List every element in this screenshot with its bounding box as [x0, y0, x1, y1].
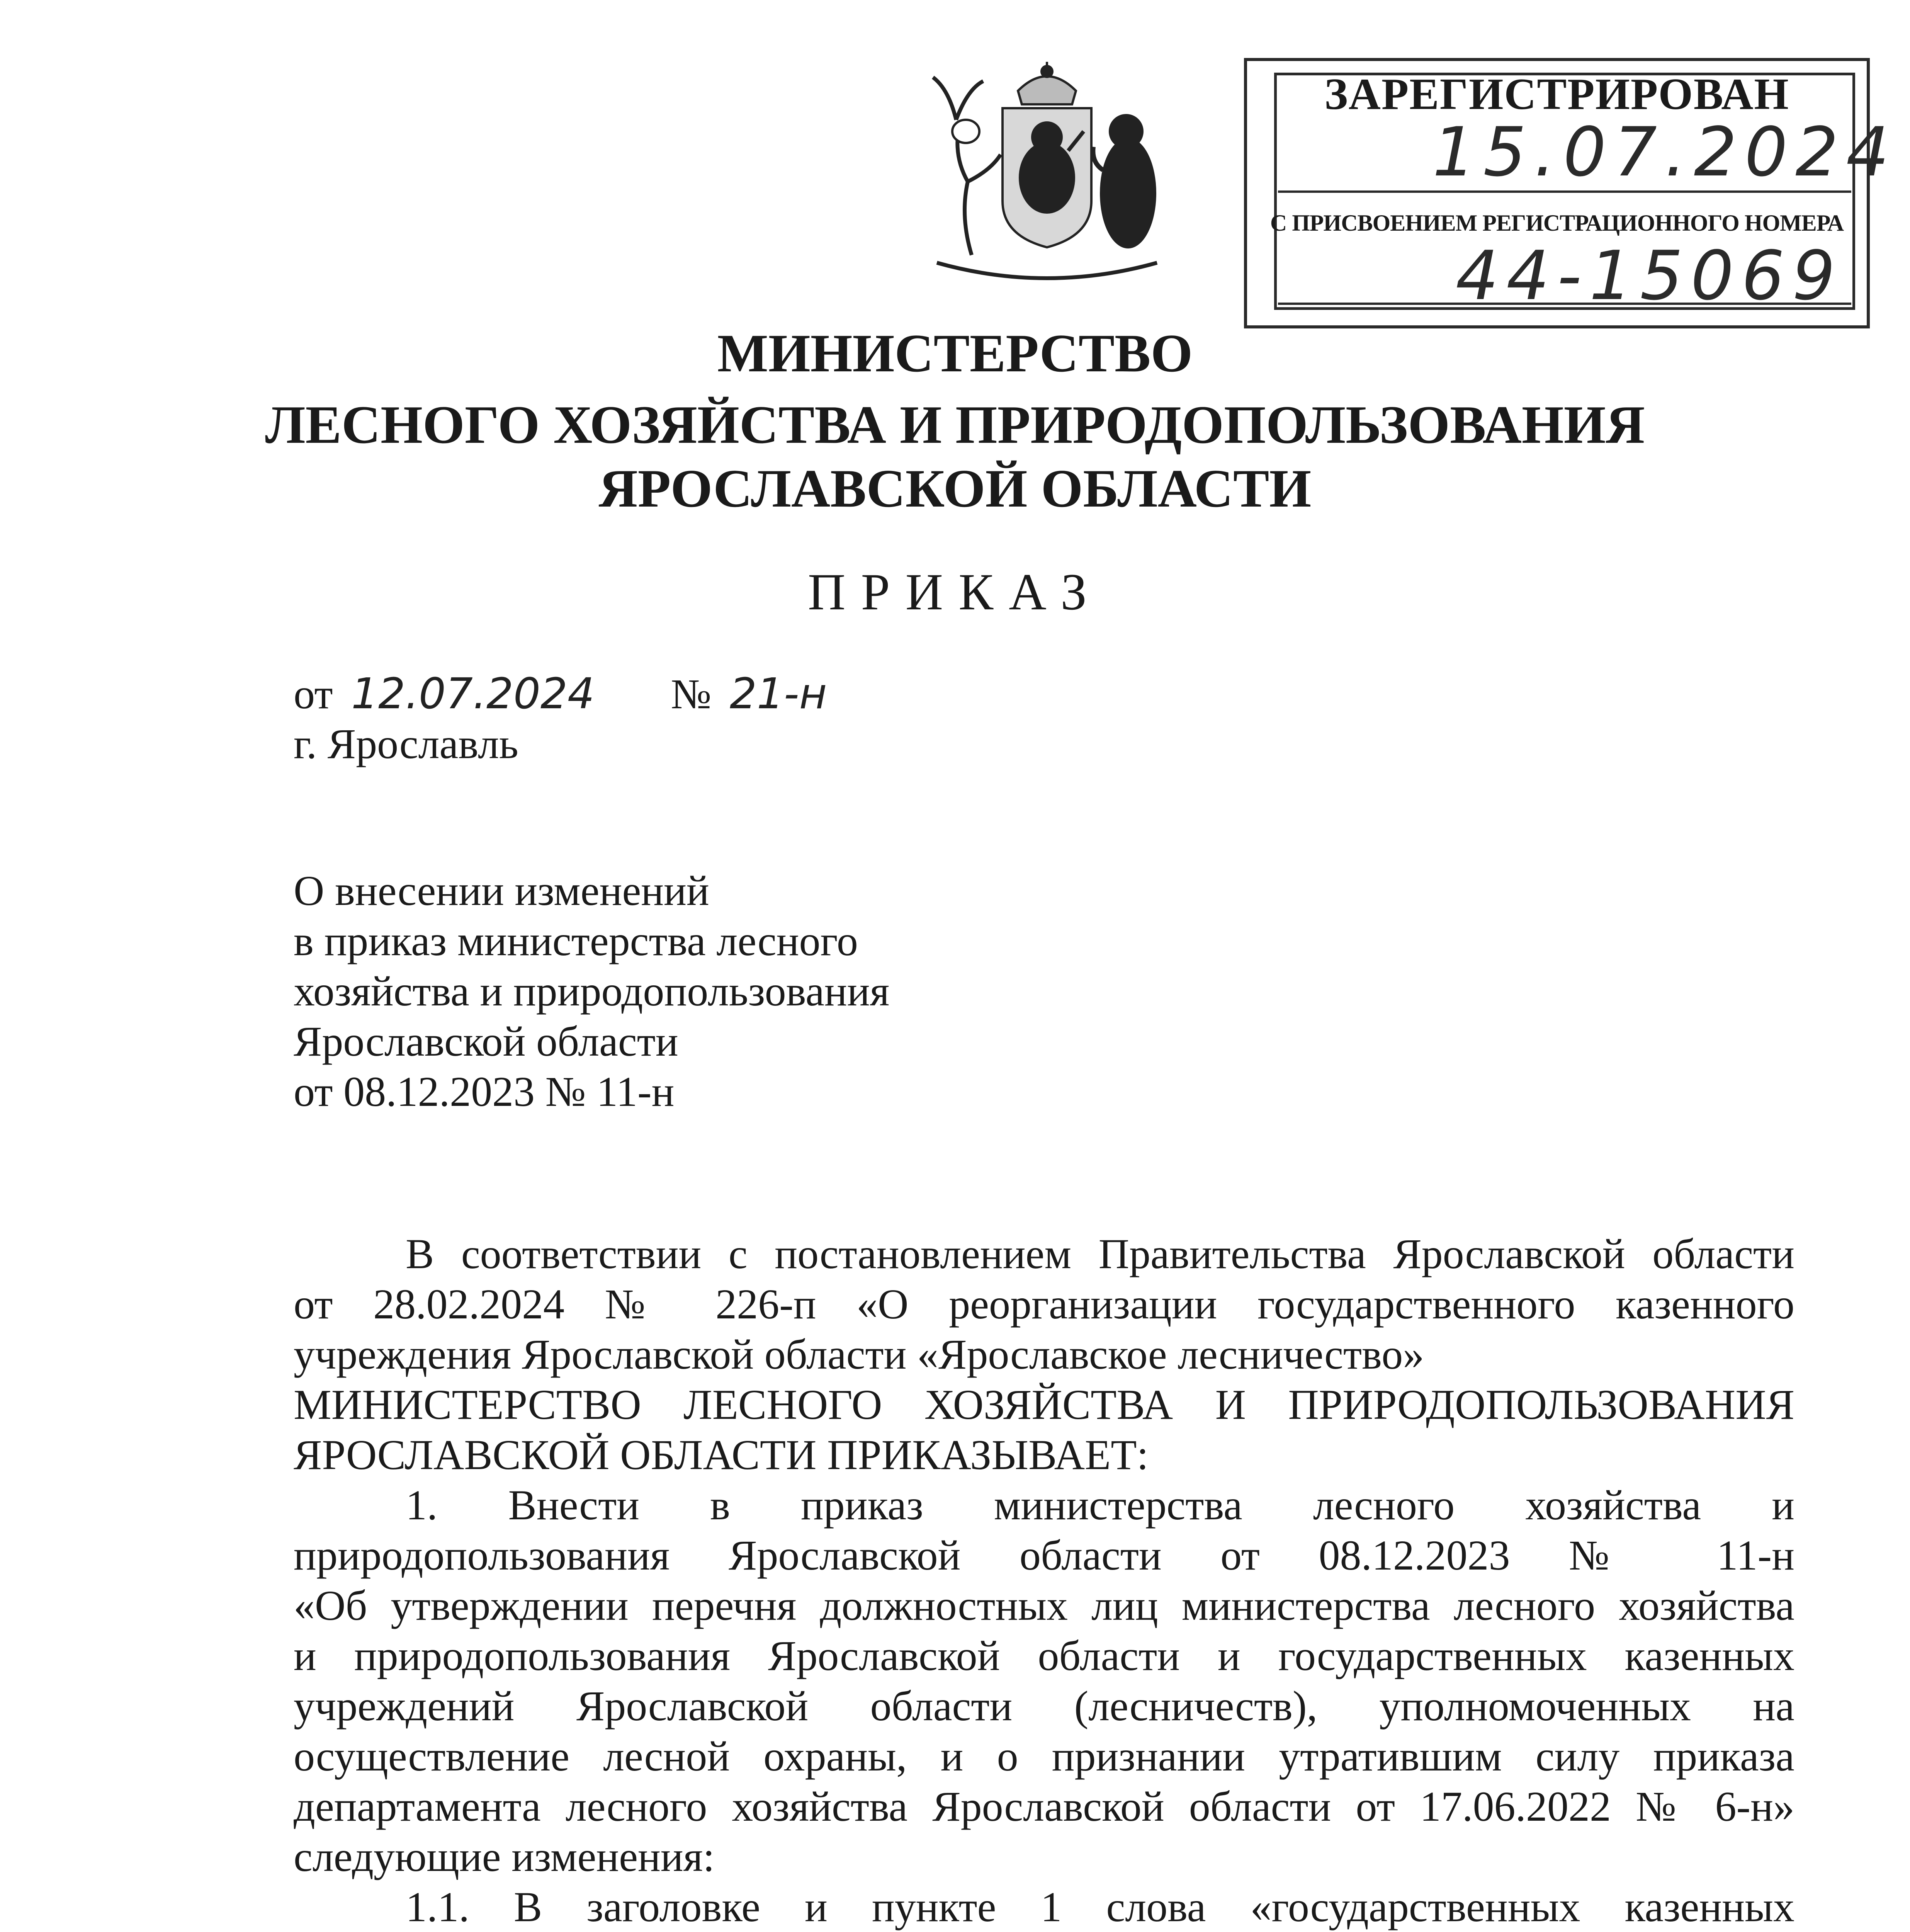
- body-line: ЯРОСЛАВСКОЙ ОБЛАСТИ ПРИКАЗЫВАЕТ:: [294, 1431, 1149, 1478]
- subject-line: О внесении изменений: [294, 867, 709, 914]
- stamp-subtitle: С ПРИСВОЕНИЕМ РЕГИСТРАЦИОННОГО НОМЕРА: [1270, 210, 1844, 236]
- body-line: учреждений Ярославской области (лесничеств), уполномоченных на: [294, 1682, 1794, 1730]
- body-line: «Об утверждении перечня должностных лиц министерства лесного хозяйства: [294, 1582, 1794, 1629]
- stamp-title: ЗАРЕГИСТРИРОВАН: [1324, 70, 1789, 119]
- body-line: от 28.02.2024 № 226-п «О реорганизации государственного казенного: [294, 1281, 1794, 1328]
- body-line: департамента лесного хозяйства Ярославской области от 17.06.2022 № 6-н»: [294, 1783, 1794, 1830]
- coat-of-arms-emblem: [902, 54, 1192, 290]
- city: г. Ярославль: [294, 720, 518, 767]
- subject-line: от 08.12.2023 № 11-н: [294, 1068, 675, 1115]
- ministry-name-line-2: ЛЕСНОГО ХОЗЯЙСТВА И ПРИРОДОПОЛЬЗОВАНИЯ: [265, 395, 1645, 455]
- body-line: и природопользования Ярославской области и государственных казенных: [294, 1632, 1794, 1679]
- subject-line: в приказ министерства лесного: [294, 917, 858, 964]
- registration-stamp: [1244, 58, 1897, 328]
- body-line: 1.1. В заголовке и пункте 1 слова «государственных казенных: [406, 1883, 1794, 1930]
- order-subject: [294, 866, 1221, 1117]
- ministry-name-line-1: МИНИСТЕРСТВО: [717, 323, 1193, 383]
- document-type: ПРИКАЗ: [808, 563, 1102, 621]
- ministry-name-line-3: ЯРОСЛАВСКОЙ ОБЛАСТИ: [598, 459, 1312, 519]
- stamp-registration-number: 44-15069: [1456, 237, 1843, 315]
- order-date-number: [294, 668, 827, 719]
- body-line: МИНИСТЕРСТВО ЛЕСНОГО ХОЗЯЙСТВА И ПРИРОДОПОЛЬЗОВАНИЯ: [294, 1381, 1794, 1428]
- order-body: [294, 1229, 1794, 1932]
- stamp-registration-date: 15.07.2024: [1432, 113, 1897, 192]
- body-line: 1. Внести в приказ министерства лесного хозяйства и: [406, 1481, 1794, 1529]
- number-prefix: №: [671, 670, 712, 718]
- body-line: следующие изменения:: [294, 1833, 715, 1880]
- order-date: 12.07.2024: [351, 669, 595, 718]
- date-prefix: от: [294, 670, 333, 718]
- body-line: В соответствии с постановлением Правительства Ярославской области: [406, 1230, 1794, 1277]
- body-line: осуществление лесной охраны, и о признании утратившим силу приказа: [294, 1733, 1794, 1780]
- subject-line: Ярославской области: [294, 1018, 678, 1065]
- subject-line: хозяйства и природопользования: [294, 968, 890, 1015]
- order-number: 21-н: [729, 669, 827, 718]
- body-line: учреждения Ярославской области «Ярославское лесничество»: [294, 1331, 1424, 1378]
- body-line: природопользования Ярославской области от 08.12.2023 № 11-н: [294, 1532, 1794, 1579]
